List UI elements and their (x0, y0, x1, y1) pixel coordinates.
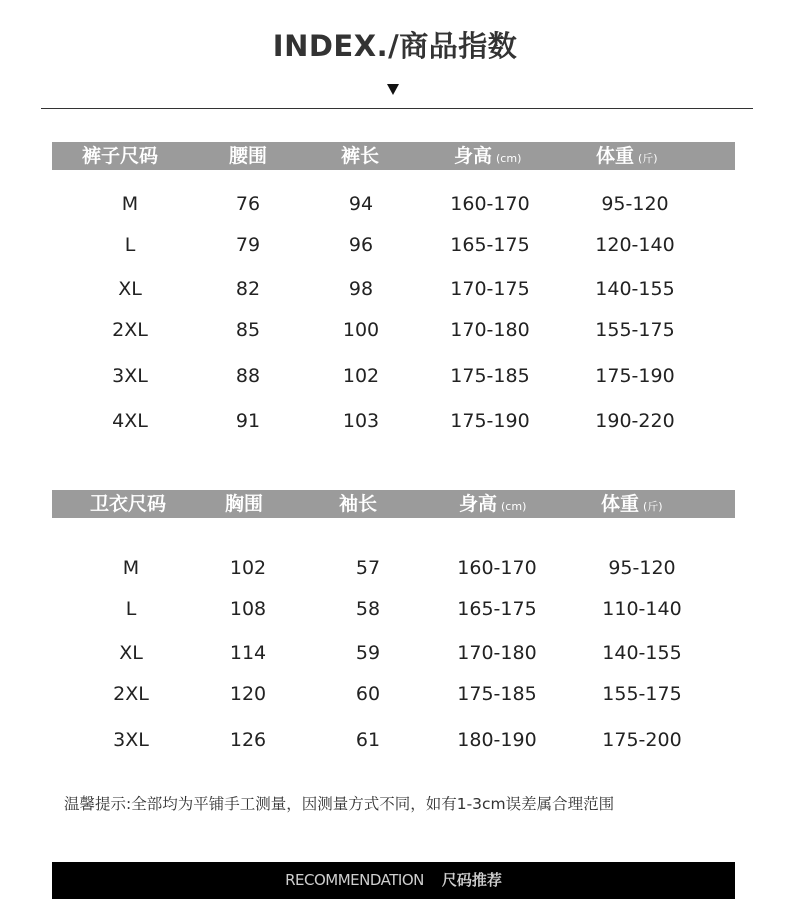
header-height: 身高 (cm) (454, 145, 522, 167)
table-row (52, 361, 735, 391)
cell-measure-2: 103 (342, 410, 380, 432)
cell-measure-2: 59 (355, 642, 381, 664)
table-row (52, 189, 735, 219)
hoodie-size-table (52, 490, 735, 751)
header-weight: 体重 (斤) (601, 493, 663, 515)
table-row (52, 315, 735, 345)
cell-size: L (124, 234, 136, 256)
cell-measure-1: 91 (235, 410, 261, 432)
cell-weight: 95-120 (601, 193, 669, 215)
cell-size: 3XL (113, 729, 149, 751)
cell-size: 2XL (113, 683, 149, 705)
header-height: 身高 (cm) (459, 493, 527, 515)
cell-weight: 110-140 (602, 598, 682, 620)
table-row (52, 274, 735, 304)
cell-measure-1: 102 (229, 557, 267, 579)
cell-size: 3XL (112, 365, 148, 387)
header-sleeve-length: 袖长 (339, 493, 378, 515)
cell-size: M (121, 193, 139, 215)
table-row (52, 638, 735, 668)
header-weight-unit: (斤) (638, 152, 658, 165)
cell-weight: 95-120 (608, 557, 676, 579)
cell-height: 170-180 (450, 319, 530, 341)
cell-size: M (122, 557, 140, 579)
cell-height: 180-190 (457, 729, 537, 751)
table-row (52, 230, 735, 260)
cell-measure-2: 57 (355, 557, 381, 579)
cell-measure-1: 82 (235, 278, 261, 300)
hoodie-table-header (52, 490, 735, 518)
header-pants-length: 裤长 (341, 145, 380, 167)
pants-size-table (52, 142, 735, 432)
pants-table-header (52, 142, 735, 170)
cell-weight: 175-200 (602, 729, 682, 751)
table-row (52, 406, 735, 436)
cell-measure-1: 79 (235, 234, 261, 256)
cell-measure-2: 58 (355, 598, 381, 620)
cell-size: L (125, 598, 137, 620)
down-arrow-icon (387, 84, 399, 95)
cell-size: XL (119, 642, 143, 664)
recommendation-label-en: RECOMMENDATION (285, 871, 424, 889)
cell-height: 160-170 (457, 557, 537, 579)
cell-weight: 155-175 (595, 319, 675, 341)
divider (41, 108, 753, 109)
cell-measure-1: 108 (229, 598, 267, 620)
page-title: INDEX./商品指数 (272, 29, 518, 63)
table-row (52, 553, 735, 583)
header-height-unit: (cm) (496, 152, 522, 165)
cell-measure-1: 76 (235, 193, 261, 215)
cell-weight: 140-155 (595, 278, 675, 300)
cell-height: 165-175 (450, 234, 530, 256)
cell-measure-2: 61 (355, 729, 381, 751)
cell-weight: 175-190 (595, 365, 675, 387)
cell-measure-2: 102 (342, 365, 380, 387)
header-weight-unit: (斤) (643, 500, 663, 513)
cell-weight: 120-140 (595, 234, 675, 256)
cell-weight: 190-220 (595, 410, 675, 432)
measurement-note: 温馨提示:全部均为平铺手工测量，因测量方式不同，如有1-3cm误差属合理范围 (64, 795, 615, 813)
cell-weight: 140-155 (602, 642, 682, 664)
cell-height: 160-170 (450, 193, 530, 215)
cell-measure-2: 60 (355, 683, 381, 705)
recommendation-label-cn: 尺码推荐 (441, 871, 502, 889)
header-weight: 体重 (斤) (596, 145, 658, 167)
cell-height: 170-180 (457, 642, 537, 664)
cell-size: 2XL (112, 319, 148, 341)
cell-height: 175-185 (457, 683, 537, 705)
cell-measure-1: 114 (229, 642, 267, 664)
cell-measure-2: 96 (348, 234, 374, 256)
cell-measure-2: 94 (348, 193, 374, 215)
header-height-unit: (cm) (501, 500, 527, 513)
header-chest: 胸围 (225, 493, 264, 515)
header-hoodie-size: 卫衣尺码 (90, 493, 167, 515)
cell-measure-1: 88 (235, 365, 261, 387)
header-waist: 腰围 (229, 145, 268, 167)
cell-weight: 155-175 (602, 683, 682, 705)
cell-height: 170-175 (450, 278, 530, 300)
cell-measure-1: 126 (229, 729, 267, 751)
cell-height: 175-185 (450, 365, 530, 387)
cell-measure-1: 120 (229, 683, 267, 705)
table-row (52, 725, 735, 755)
cell-size: 4XL (112, 410, 148, 432)
table-row (52, 594, 735, 624)
table-row (52, 679, 735, 709)
cell-measure-1: 85 (235, 319, 261, 341)
cell-measure-2: 100 (342, 319, 380, 341)
cell-height: 165-175 (457, 598, 537, 620)
cell-height: 175-190 (450, 410, 530, 432)
recommendation-banner (52, 862, 735, 899)
cell-measure-2: 98 (348, 278, 374, 300)
cell-size: XL (118, 278, 142, 300)
header-pants-size: 裤子尺码 (82, 145, 159, 167)
